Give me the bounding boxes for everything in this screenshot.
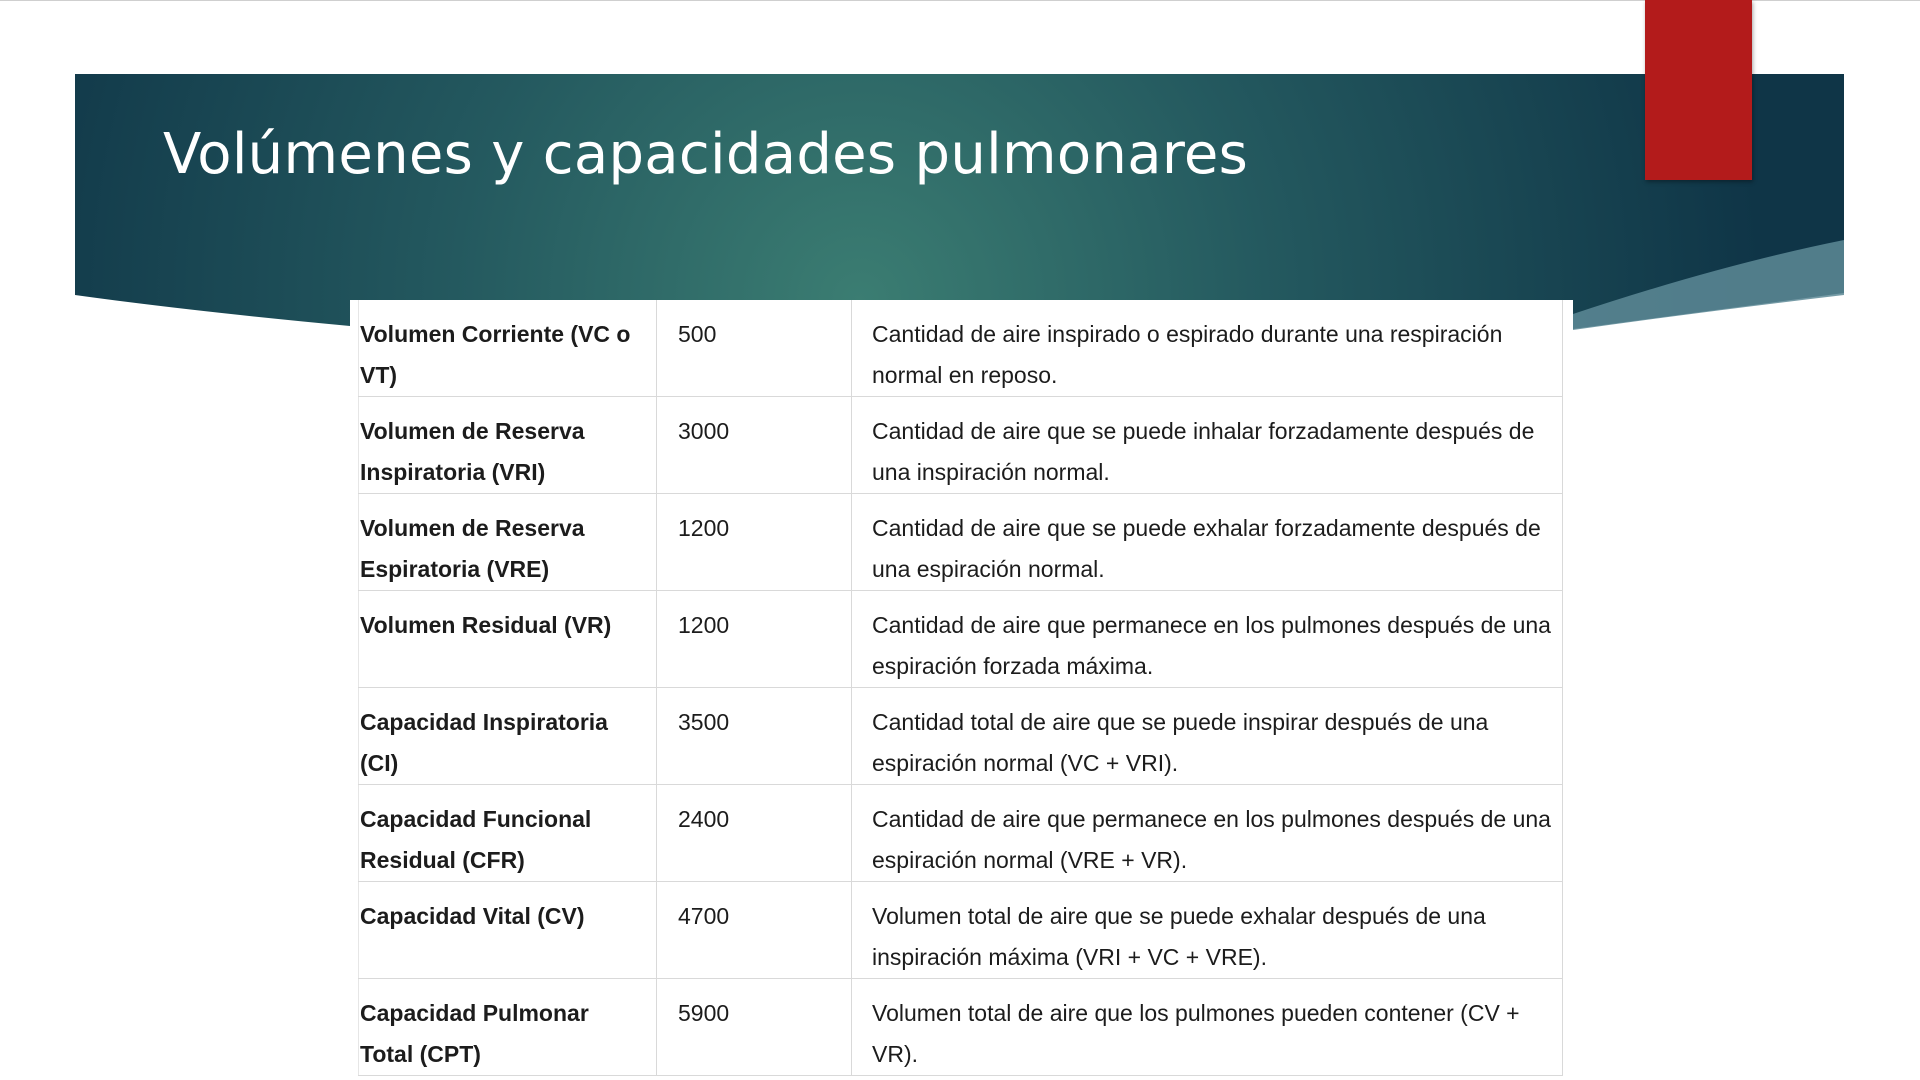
row-value: 5900: [657, 979, 852, 1076]
row-value: 2400: [657, 785, 852, 882]
row-name: Capacidad Inspiratoria (CI): [359, 688, 657, 785]
row-description: Cantidad de aire que permanece en los pulmones después de una espiración normal (VRE + VR).: [852, 785, 1563, 882]
row-value: 4700: [657, 882, 852, 979]
banner-shape: [75, 74, 1844, 329]
table-row: [359, 882, 1563, 979]
row-description: Cantidad de aire inspirado o espirado durante una respiración normal en reposo.: [852, 300, 1563, 397]
table-row: [359, 494, 1563, 591]
row-name: Volumen de Reserva Espiratoria (VRE): [359, 494, 657, 591]
row-value: 1200: [657, 494, 852, 591]
row-value: 3500: [657, 688, 852, 785]
row-description: Volumen total de aire que se puede exhalar después de una inspiración máxima (VRI + VC + VRE).: [852, 882, 1563, 979]
row-description: Cantidad de aire que permanece en los pulmones después de una espiración forzada máxima.: [852, 591, 1563, 688]
table-row: [359, 688, 1563, 785]
row-name: Capacidad Funcional Residual (CFR): [359, 785, 657, 882]
row-value: 3000: [657, 397, 852, 494]
table-row: [359, 397, 1563, 494]
table-row: [359, 591, 1563, 688]
row-description: Cantidad total de aire que se puede inspirar después de una espiración normal (VC + VRI).: [852, 688, 1563, 785]
row-description: Cantidad de aire que se puede inhalar forzadamente después de una inspiración normal.: [852, 397, 1563, 494]
row-name: Volumen Corriente (VC o VT): [359, 300, 657, 397]
table-row: [359, 785, 1563, 882]
bookmark-ribbon: [1645, 0, 1752, 180]
row-name: Capacidad Vital (CV): [359, 882, 657, 979]
row-description: Volumen total de aire que los pulmones pueden contener (CV + VR).: [852, 979, 1563, 1076]
table-container: [350, 300, 1570, 1080]
slide-title: Volúmenes y capacidades pulmonares: [163, 122, 1249, 187]
row-name: Volumen de Reserva Inspiratoria (VRI): [359, 397, 657, 494]
row-description: Cantidad de aire que se puede exhalar forzadamente después de una espiración normal.: [852, 494, 1563, 591]
row-value: 1200: [657, 591, 852, 688]
table-row: [359, 300, 1563, 397]
row-name: Volumen Residual (VR): [359, 591, 657, 688]
row-value: 500: [657, 300, 852, 397]
table-row: [359, 979, 1563, 1076]
row-name: Capacidad Pulmonar Total (CPT): [359, 979, 657, 1076]
lung-volumes-table: [358, 300, 1563, 1076]
